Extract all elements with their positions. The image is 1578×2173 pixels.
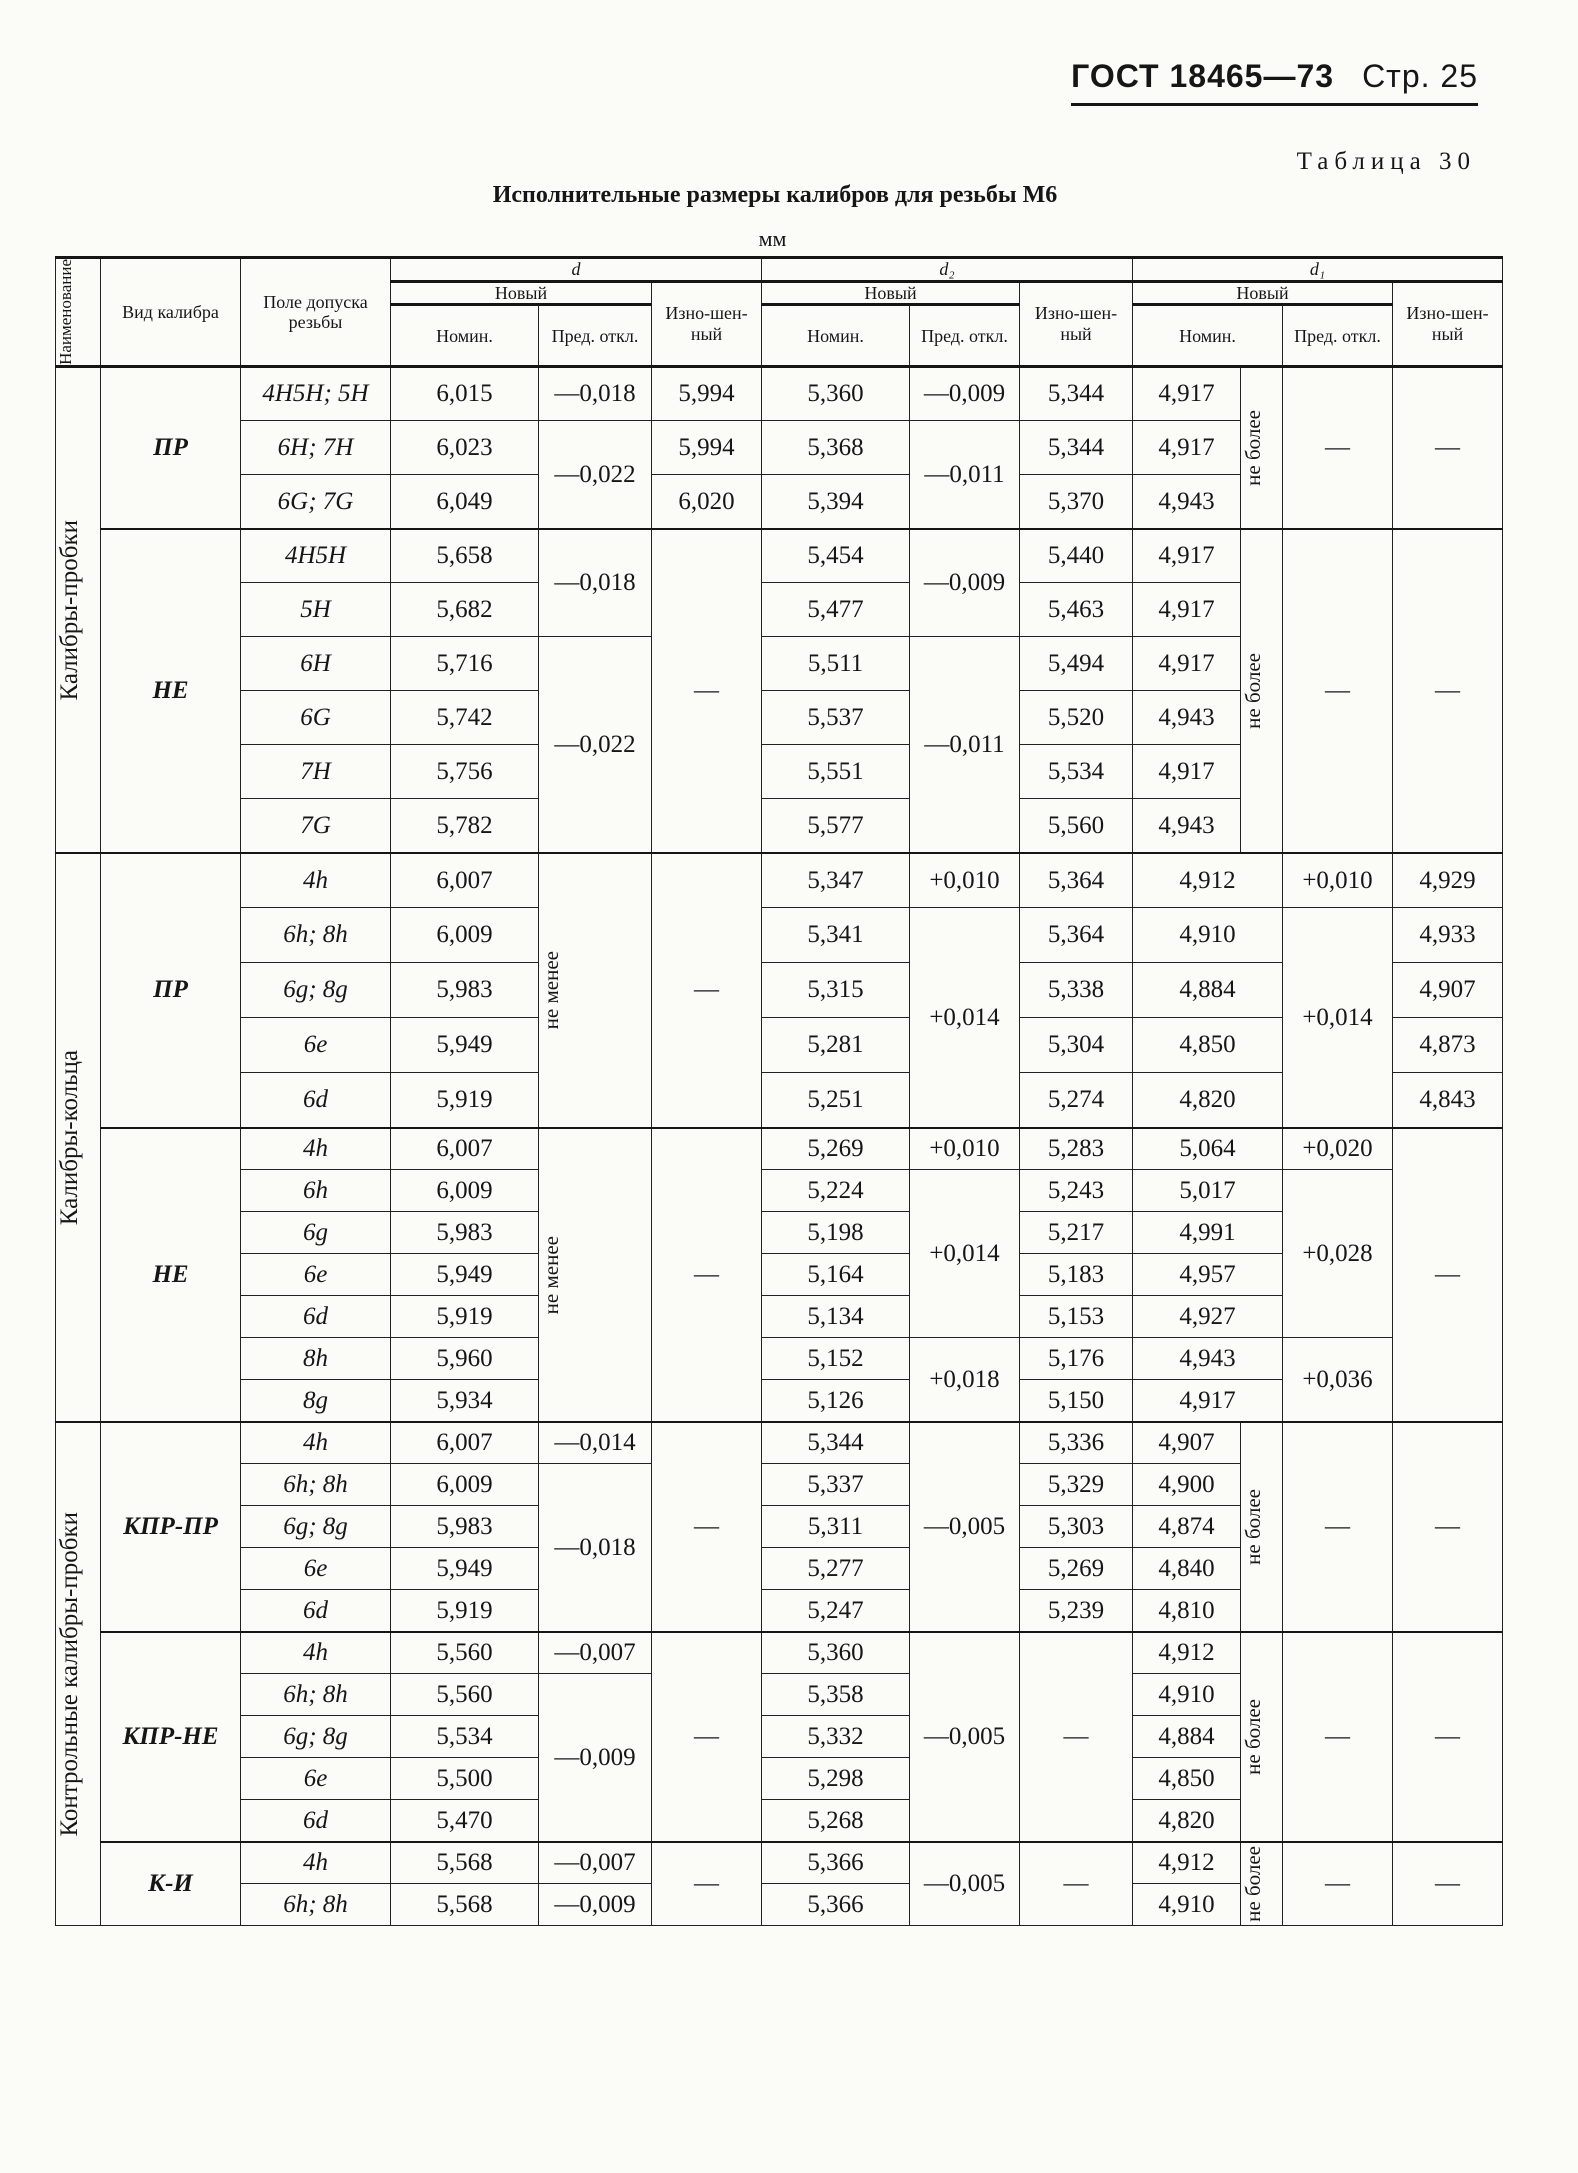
d2-nom-cell: 5,332 [762, 1716, 910, 1758]
category-rings: Калибры-кольца [56, 853, 101, 1422]
d2-worn-cell: 5,338 [1020, 963, 1133, 1018]
d1-nom-cell: 4,912 [1133, 1842, 1241, 1884]
not-less-note: не менее [539, 1128, 652, 1422]
d-nom-cell: 5,983 [391, 1212, 539, 1254]
tolerance-cell: 4h [241, 1128, 391, 1170]
d1-dev-cell: — [1283, 1422, 1393, 1632]
tolerance-cell: 4h [241, 1842, 391, 1884]
d2-worn-cell: 5,560 [1020, 799, 1133, 853]
d2-dev-cell: —0,009 [910, 529, 1020, 637]
table-row [56, 1338, 1503, 1380]
d2-nom-cell: 5,126 [762, 1380, 910, 1422]
d-nom-cell: 6,015 [391, 367, 539, 421]
d1-nom-cell: 5,017 [1133, 1170, 1283, 1212]
d1-worn-cell: 4,933 [1393, 908, 1503, 963]
d2-nom-cell: 5,366 [762, 1884, 910, 1926]
d1-nom-cell: 4,820 [1133, 1800, 1241, 1842]
d-dev-cell: —0,009 [539, 1884, 652, 1926]
header-type: Вид калибра [101, 258, 241, 367]
d-worn-cell: — [652, 529, 762, 853]
table-number: Таблица 30 [1296, 148, 1476, 175]
d-nom-cell: 6,007 [391, 1128, 539, 1170]
d2-worn-cell: 5,239 [1020, 1590, 1133, 1632]
tolerance-cell: 6h [241, 1170, 391, 1212]
header-new: Новый [1133, 281, 1393, 305]
header-worn: Изно-шен-ный [1020, 281, 1133, 367]
table-row [56, 367, 1503, 421]
d1-dev-cell: +0,014 [1283, 908, 1393, 1128]
tolerance-cell: 5H [241, 583, 391, 637]
tolerance-cell: 6e [241, 1018, 391, 1073]
d2-nom-cell: 5,477 [762, 583, 910, 637]
d2-worn-cell: 5,283 [1020, 1128, 1133, 1170]
tolerance-cell: 6e [241, 1254, 391, 1296]
d-nom-cell: 5,949 [391, 1548, 539, 1590]
d2-nom-cell: 5,277 [762, 1548, 910, 1590]
d1-worn-cell: — [1393, 367, 1503, 529]
d1-worn-cell: — [1393, 1842, 1503, 1926]
table-row [56, 908, 1503, 963]
d2-dev-cell: —0,005 [910, 1422, 1020, 1632]
tolerance-cell: 6g; 8g [241, 963, 391, 1018]
tolerance-cell: 6h; 8h [241, 1884, 391, 1926]
table-row [56, 1422, 1503, 1464]
d1-dev-cell: +0,036 [1283, 1338, 1393, 1422]
gauge-type: НЕ [101, 529, 241, 853]
tolerance-cell: 6G; 7G [241, 475, 391, 529]
d2-nom-cell: 5,337 [762, 1464, 910, 1506]
table-row [56, 529, 1503, 583]
table-row [56, 1128, 1503, 1170]
d1-nom-cell: 4,991 [1133, 1212, 1283, 1254]
d2-nom-cell: 5,251 [762, 1073, 910, 1128]
d1-nom-cell: 4,917 [1133, 529, 1241, 583]
d-worn-cell: 5,994 [652, 367, 762, 421]
d-worn-cell: — [652, 1422, 762, 1632]
d-dev-cell: —0,007 [539, 1632, 652, 1674]
d2-nom-cell: 5,360 [762, 367, 910, 421]
d2-dev-cell: —0,011 [910, 421, 1020, 529]
d-worn-cell: — [652, 853, 762, 1128]
d-nom-cell: 5,919 [391, 1073, 539, 1128]
d2-nom-cell: 5,281 [762, 1018, 910, 1073]
d1-nom-cell: 4,874 [1133, 1506, 1241, 1548]
d2-worn-cell: 5,364 [1020, 908, 1133, 963]
header-worn: Изно-шен-ный [1393, 281, 1503, 367]
d-nom-cell: 5,500 [391, 1758, 539, 1800]
gauge-type: НЕ [101, 1128, 241, 1422]
d2-nom-cell: 5,358 [762, 1674, 910, 1716]
d-worn-cell: 6,020 [652, 475, 762, 529]
d-worn-cell: 5,994 [652, 421, 762, 475]
d1-nom-cell: 4,910 [1133, 1674, 1241, 1716]
d1-worn-cell: 4,843 [1393, 1073, 1503, 1128]
gauge-type: КПР-ПР [101, 1422, 241, 1632]
d2-dev-cell: +0,014 [910, 1170, 1020, 1338]
d1-nom-cell: 4,907 [1133, 1422, 1241, 1464]
d2-worn-cell: 5,344 [1020, 367, 1133, 421]
gauge-type: К-И [101, 1842, 241, 1926]
d1-dev-cell: +0,010 [1283, 853, 1393, 908]
table-row [56, 853, 1503, 908]
header-d1: d₁ [1133, 258, 1503, 282]
d1-worn-cell: — [1393, 1632, 1503, 1842]
d1-dev-cell: — [1283, 1632, 1393, 1842]
d2-worn-cell: 5,370 [1020, 475, 1133, 529]
d2-nom-cell: 5,360 [762, 1632, 910, 1674]
d2-worn-cell: 5,217 [1020, 1212, 1133, 1254]
d2-worn-cell: 5,344 [1020, 421, 1133, 475]
d1-dev-cell: — [1283, 1842, 1393, 1926]
d1-dev-cell: — [1283, 529, 1393, 853]
d-nom-cell: 6,049 [391, 475, 539, 529]
d2-nom-cell: 5,298 [762, 1758, 910, 1800]
tolerance-cell: 4h [241, 853, 391, 908]
tolerance-cell: 4h [241, 1422, 391, 1464]
d1-nom-cell: 4,943 [1133, 691, 1241, 745]
table-row [56, 1632, 1503, 1674]
d1-nom-cell: 4,917 [1133, 1380, 1283, 1422]
d1-dev-cell: +0,028 [1283, 1170, 1393, 1338]
d-nom-cell: 6,009 [391, 1170, 539, 1212]
d1-nom-cell: 4,943 [1133, 1338, 1283, 1380]
d1-nom-cell: 4,917 [1133, 745, 1241, 799]
d2-nom-cell: 5,344 [762, 1422, 910, 1464]
header-nom: Номин. [391, 305, 539, 367]
d-nom-cell: 5,756 [391, 745, 539, 799]
d2-worn-cell: 5,520 [1020, 691, 1133, 745]
d2-worn-cell: 5,269 [1020, 1548, 1133, 1590]
d-nom-cell: 5,782 [391, 799, 539, 853]
d-nom-cell: 6,007 [391, 1422, 539, 1464]
d2-worn-cell: 5,303 [1020, 1506, 1133, 1548]
d-worn-cell: — [652, 1632, 762, 1842]
d2-nom-cell: 5,394 [762, 475, 910, 529]
category-plugs: Калибры-пробки [56, 367, 101, 853]
d1-nom-cell: 4,917 [1133, 421, 1241, 475]
d-nom-cell: 5,949 [391, 1018, 539, 1073]
d1-nom-cell: 4,884 [1133, 1716, 1241, 1758]
d2-nom-cell: 5,247 [762, 1590, 910, 1632]
d1-nom-cell: 4,850 [1133, 1018, 1283, 1073]
d-nom-cell: 5,560 [391, 1674, 539, 1716]
d2-worn-cell: 5,329 [1020, 1464, 1133, 1506]
d-nom-cell: 5,716 [391, 637, 539, 691]
d-nom-cell: 5,560 [391, 1632, 539, 1674]
tolerance-cell: 4H5H [241, 529, 391, 583]
d2-worn-cell: — [1020, 1842, 1133, 1926]
d2-worn-cell: 5,494 [1020, 637, 1133, 691]
d2-nom-cell: 5,269 [762, 1128, 910, 1170]
d1-worn-cell: 4,907 [1393, 963, 1503, 1018]
header-d2: d₂ [762, 258, 1133, 282]
d2-nom-cell: 5,511 [762, 637, 910, 691]
header-new: Новый [391, 281, 652, 305]
d2-worn-cell: 5,364 [1020, 853, 1133, 908]
d-nom-cell: 5,983 [391, 1506, 539, 1548]
d-nom-cell: 6,009 [391, 1464, 539, 1506]
d2-dev-cell: —0,005 [910, 1632, 1020, 1842]
d2-worn-cell: 5,336 [1020, 1422, 1133, 1464]
d1-nom-cell: 4,900 [1133, 1464, 1241, 1506]
d1-nom-cell: 4,917 [1133, 583, 1241, 637]
d-nom-cell: 5,742 [391, 691, 539, 745]
header-dev: Пред. откл. [1283, 305, 1393, 367]
tolerance-cell: 6d [241, 1800, 391, 1842]
d1-worn-cell: 4,873 [1393, 1018, 1503, 1073]
d1-nom-cell: 4,917 [1133, 637, 1241, 691]
d2-dev-cell: —0,011 [910, 637, 1020, 853]
header-tolerance: Поле допуска резьбы [241, 258, 391, 367]
d-dev-cell: —0,014 [539, 1422, 652, 1464]
d1-nom-cell: 4,912 [1133, 853, 1283, 908]
d2-dev-cell: +0,010 [910, 853, 1020, 908]
d2-worn-cell: 5,176 [1020, 1338, 1133, 1380]
d2-nom-cell: 5,366 [762, 1842, 910, 1884]
not-more-note: не более [1241, 1422, 1283, 1632]
d2-nom-cell: 5,224 [762, 1170, 910, 1212]
gauge-type: КПР-НЕ [101, 1632, 241, 1842]
d1-dev-cell: — [1283, 367, 1393, 529]
d2-dev-cell: +0,010 [910, 1128, 1020, 1170]
d2-worn-cell: 5,304 [1020, 1018, 1133, 1073]
tolerance-cell: 6G [241, 691, 391, 745]
tolerance-cell: 6d [241, 1590, 391, 1632]
d2-nom-cell: 5,577 [762, 799, 910, 853]
tolerance-cell: 7H [241, 745, 391, 799]
d1-nom-cell: 4,810 [1133, 1590, 1241, 1632]
header-nom: Номин. [1133, 305, 1283, 367]
d2-nom-cell: 5,368 [762, 421, 910, 475]
standard-number: ГОСТ 18465—73 [1071, 58, 1335, 94]
d-nom-cell: 5,919 [391, 1296, 539, 1338]
not-more-note: не более [1241, 1842, 1283, 1926]
d-nom-cell: 5,470 [391, 1800, 539, 1842]
table-row [56, 1842, 1503, 1884]
tolerance-cell: 6g; 8g [241, 1506, 391, 1548]
d2-worn-cell: — [1020, 1632, 1133, 1842]
d1-nom-cell: 4,917 [1133, 367, 1241, 421]
d2-worn-cell: 5,150 [1020, 1380, 1133, 1422]
d-worn-cell: — [652, 1842, 762, 1926]
d-dev-cell: —0,022 [539, 637, 652, 853]
tolerance-cell: 7G [241, 799, 391, 853]
d-nom-cell: 5,919 [391, 1590, 539, 1632]
d-nom-cell: 6,007 [391, 853, 539, 908]
page-header [1071, 58, 1478, 106]
header-worn: Изно-шен-ный [652, 281, 762, 367]
d2-worn-cell: 5,463 [1020, 583, 1133, 637]
d2-worn-cell: 5,153 [1020, 1296, 1133, 1338]
d2-dev-cell: —0,005 [910, 1842, 1020, 1926]
d1-nom-cell: 4,884 [1133, 963, 1283, 1018]
unit-label: мм [758, 226, 787, 251]
header-dev: Пред. откл. [910, 305, 1020, 367]
table-caption: Исполнительные размеры калибров для резьбы М6 [492, 182, 1058, 208]
d2-nom-cell: 5,315 [762, 963, 910, 1018]
d1-worn-cell: — [1393, 529, 1503, 853]
d2-nom-cell: 5,152 [762, 1338, 910, 1380]
tolerance-cell: 4H5H; 5H [241, 367, 391, 421]
d-dev-cell: —0,018 [539, 1464, 652, 1632]
d-dev-cell: —0,018 [539, 529, 652, 637]
d-nom-cell: 5,949 [391, 1254, 539, 1296]
d2-dev-cell: —0,009 [910, 367, 1020, 421]
d-dev-cell: —0,009 [539, 1674, 652, 1842]
tolerance-cell: 8g [241, 1380, 391, 1422]
d1-nom-cell: 4,850 [1133, 1758, 1241, 1800]
page-number: Стр. 25 [1362, 58, 1478, 94]
d2-dev-cell: +0,014 [910, 908, 1020, 1128]
d-nom-cell: 5,934 [391, 1380, 539, 1422]
d2-worn-cell: 5,243 [1020, 1170, 1133, 1212]
d1-dev-cell: +0,020 [1283, 1128, 1393, 1170]
d1-worn-cell: — [1393, 1422, 1503, 1632]
d-nom-cell: 6,023 [391, 421, 539, 475]
d1-worn-cell: 4,929 [1393, 853, 1503, 908]
d2-nom-cell: 5,164 [762, 1254, 910, 1296]
d1-nom-cell: 4,943 [1133, 475, 1241, 529]
d2-nom-cell: 5,134 [762, 1296, 910, 1338]
dimensions-table [55, 256, 1503, 1926]
d-nom-cell: 6,009 [391, 908, 539, 963]
d2-nom-cell: 5,347 [762, 853, 910, 908]
tolerance-cell: 6g [241, 1212, 391, 1254]
d1-nom-cell: 4,943 [1133, 799, 1241, 853]
d2-nom-cell: 5,537 [762, 691, 910, 745]
tolerance-cell: 6d [241, 1296, 391, 1338]
d2-nom-cell: 5,198 [762, 1212, 910, 1254]
tolerance-cell: 6e [241, 1548, 391, 1590]
d1-nom-cell: 4,910 [1133, 908, 1283, 963]
tolerance-cell: 6d [241, 1073, 391, 1128]
not-more-note: не более [1241, 529, 1283, 853]
d1-nom-cell: 4,820 [1133, 1073, 1283, 1128]
not-more-note: не более [1241, 1632, 1283, 1842]
tolerance-cell: 6H; 7H [241, 421, 391, 475]
d2-nom-cell: 5,551 [762, 745, 910, 799]
tolerance-cell: 6e [241, 1758, 391, 1800]
tolerance-cell: 6h; 8h [241, 908, 391, 963]
not-less-note: не менее [539, 853, 652, 1128]
d1-worn-cell: — [1393, 1128, 1503, 1422]
header-new: Новый [762, 281, 1020, 305]
category-control-plugs: Контрольные калибры-пробки [56, 1422, 101, 1926]
gauge-type: ПР [101, 367, 241, 529]
d1-nom-cell: 4,840 [1133, 1548, 1241, 1590]
d1-nom-cell: 4,910 [1133, 1884, 1241, 1926]
d2-worn-cell: 5,534 [1020, 745, 1133, 799]
d-nom-cell: 5,658 [391, 529, 539, 583]
tolerance-cell: 6h; 8h [241, 1464, 391, 1506]
tolerance-cell: 6H [241, 637, 391, 691]
d1-nom-cell: 4,927 [1133, 1296, 1283, 1338]
not-more-note: не более [1241, 367, 1283, 529]
d2-worn-cell: 5,183 [1020, 1254, 1133, 1296]
d-nom-cell: 5,568 [391, 1884, 539, 1926]
d-dev-cell: —0,018 [539, 367, 652, 421]
header-dev: Пред. откл. [539, 305, 652, 367]
d1-nom-cell: 5,064 [1133, 1128, 1283, 1170]
tolerance-cell: 6g; 8g [241, 1716, 391, 1758]
d2-worn-cell: 5,440 [1020, 529, 1133, 583]
d2-nom-cell: 5,341 [762, 908, 910, 963]
d2-worn-cell: 5,274 [1020, 1073, 1133, 1128]
d-worn-cell: — [652, 1128, 762, 1422]
tolerance-cell: 8h [241, 1338, 391, 1380]
d1-nom-cell: 4,957 [1133, 1254, 1283, 1296]
d-dev-cell: —0,022 [539, 421, 652, 529]
d2-nom-cell: 5,454 [762, 529, 910, 583]
header-name: Наименование [56, 258, 101, 367]
d-nom-cell: 5,568 [391, 1842, 539, 1884]
gauge-type: ПР [101, 853, 241, 1128]
d2-dev-cell: +0,018 [910, 1338, 1020, 1422]
d2-nom-cell: 5,268 [762, 1800, 910, 1842]
tolerance-cell: 4h [241, 1632, 391, 1674]
header-nom: Номин. [762, 305, 910, 367]
d1-nom-cell: 4,912 [1133, 1632, 1241, 1674]
d-nom-cell: 5,983 [391, 963, 539, 1018]
d-dev-cell: —0,007 [539, 1842, 652, 1884]
d-nom-cell: 5,682 [391, 583, 539, 637]
d2-nom-cell: 5,311 [762, 1506, 910, 1548]
tolerance-cell: 6h; 8h [241, 1674, 391, 1716]
d-nom-cell: 5,534 [391, 1716, 539, 1758]
table-row [56, 1170, 1503, 1212]
header-d: d [391, 258, 762, 282]
d-nom-cell: 5,960 [391, 1338, 539, 1380]
